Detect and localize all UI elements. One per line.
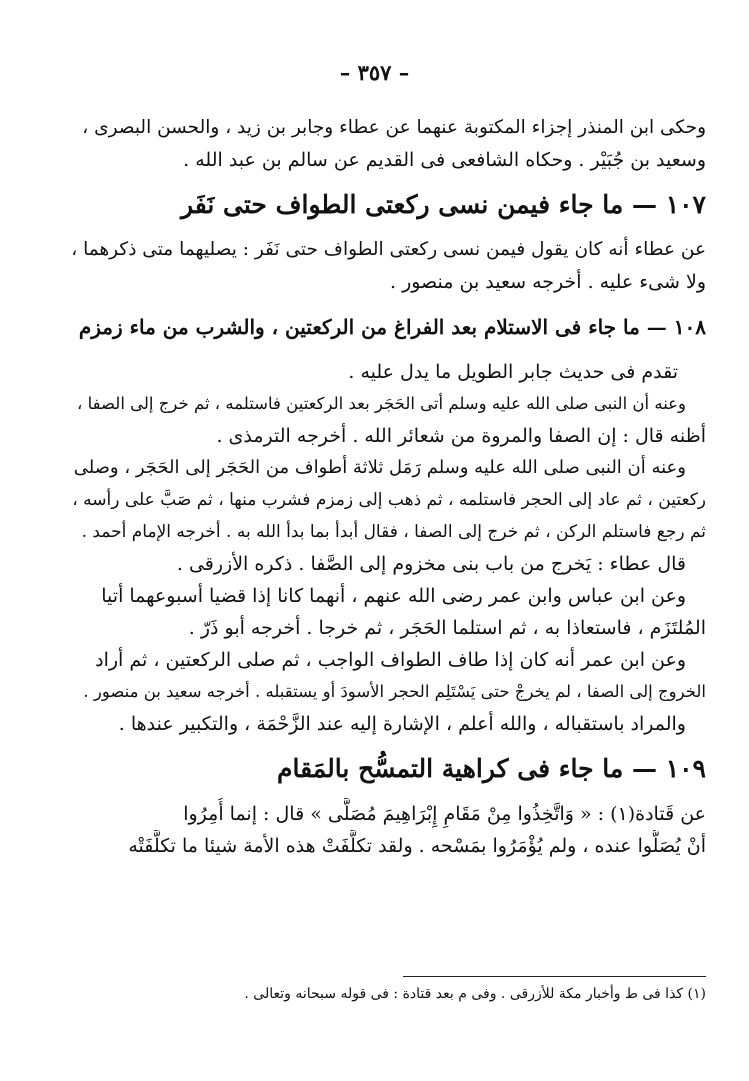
text-line: وعنه أن النبى صلى الله عليه وسلم رَمَل ثلاثة أطواف من الحَجَر إلى الحَجَر ، وصلى [73,457,686,478]
page-number: – ٣٥٧ – [339,60,410,85]
text-line: عن عطاء أنه كان يقول فيمن نسى ركعتى الطواف حتى نَفَر : يصليهما متى ذكرهما ، [71,239,706,260]
text-line: تقدم فى حديث جابر الطويل ما يدل عليه . [348,361,678,383]
page-body [68,112,706,862]
text-line: وعن ابن عمر أنه كان إذا طاف الطواف الواجب ، ثم صلى الركعتين ، ثم أراد [95,649,686,671]
text-line: ثم رجع فاستلم الركن ، ثم خرج إلى الصفا ، فقال أبدأ بما بدأ الله به . أخرجه الإمام أحمد . [81,522,706,542]
text-line: الخروج إلى الصفا ، لم يخرجْ حتى يَسْتَلِم الحجر الأسودَ أو يستقبله . أخرجه سعيد بن منصور . [83,682,706,701]
text-line: ركعتين ، ثم عاد إلى الحجر فاستلمه ، ثم ذهب إلى زمزم فشرب منها ، ثم صَبَّ على رأسه ، [72,490,706,510]
footnote: (١) كذا فى ط وأخبار مكة للأزرقى . وفى م بعد قتادة : فى قوله سبحانه وتعالى . [244,986,706,1002]
text-line: وسعيد بن جُبَيْر . وحكاه الشافعى فى القديم عن سالم بن عبد الله . [183,149,706,171]
text-line: ولا شىء عليه . أخرجه سعيد بن منصور . [389,271,706,293]
section-heading: ١٠٨ — ما جاء فى الاستلام بعد الفراغ من الركعتين ، والشرب من ماء زمزم [78,315,706,339]
text-line: قال عطاء : يَخرج من باب بنى مخزوم إلى الصَّفا . ذكره الأزرقى . [176,553,686,575]
text-line: وعن ابن عباس وابن عمر رضى الله عنهم ، أنهما كانا إذا قضيا أسبوعهما أتيا [101,585,686,607]
section-heading: ١٠٧ — ما جاء فيمن نسى ركعتى الطواف حتى نَفَر [180,190,706,219]
text-line: أظنه قال : إن الصفا والمروة من شعائر الله . أخرجه الترمذى . [216,425,706,447]
footnote-separator [403,976,706,977]
text-line: أنْ يُصَلُّوا عنده ، ولم يُؤْمَرُوا بمَسْحه . ولقد تكلَّفَتْ هذه الأمة شيئا ما تكلَّفَتْه [128,835,706,857]
section-heading: ١٠٩ — ما جاء فى كراهية التمسُّح بالمَقام [276,754,706,783]
text-line: وحكى ابن المنذر إجزاء المكتوبة عنهما عن عطاء وجابر بن زيد ، والحسن البصرى ، [82,117,706,138]
text-line: والمراد باستقباله ، والله أعلم ، الإشارة إليه عند الزَّحْمَة ، والتكبير عندها . [118,713,686,735]
text-line: المُلتَزَم ، فاستعاذا به ، ثم استلما الحَجَر ، ثم خرجا . أخرجه أبو ذَرّ . [188,617,706,639]
text-line: وعنه أن النبى صلى الله عليه وسلم أتى الحَجَر بعد الركعتين فاستلمه ، ثم خرج إلى الصفا ، [77,394,686,413]
text-line: عن قَتادة(١) : « وَاتَّخِذُوا مِنْ مَقَامِ إِبْرَاهِيمَ مُصَلًّى » قال : إنما أُمِرُوا [183,803,706,825]
